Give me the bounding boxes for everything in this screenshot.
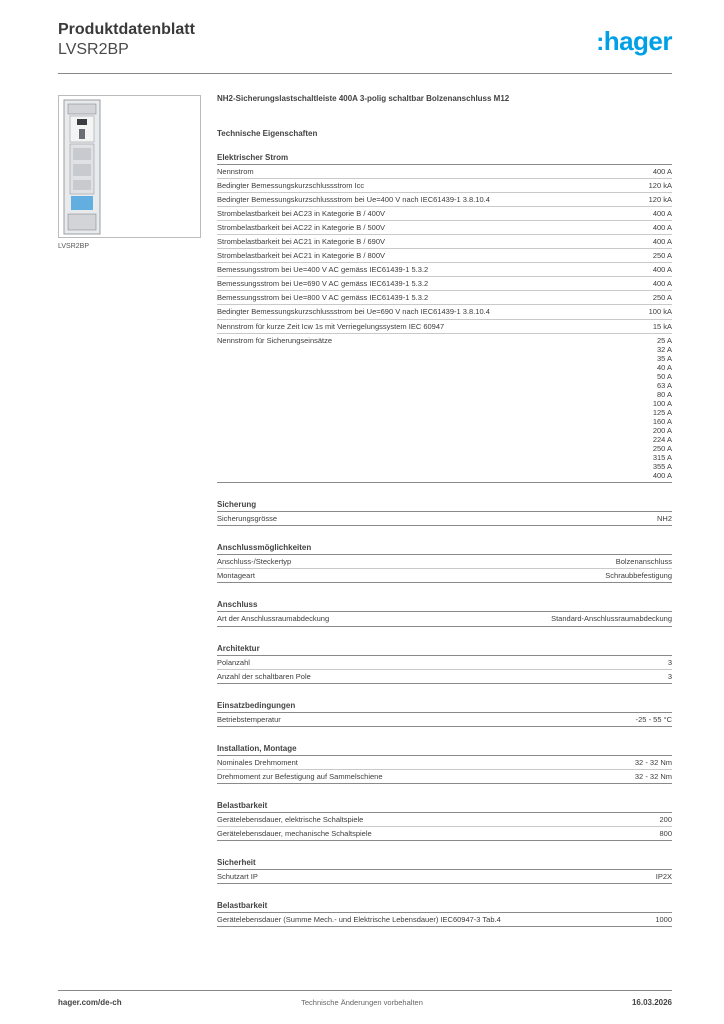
property-value (653, 279, 672, 288)
property-row (217, 320, 672, 334)
section-title: Architektur (217, 642, 672, 656)
property-value-line: 250 A (652, 293, 672, 303)
property-value (668, 672, 672, 681)
section-spacer (217, 727, 672, 742)
property-label: Gerätelebensdauer, mechanische Schaltspiele (217, 828, 372, 838)
property-row (217, 612, 672, 626)
property-section (217, 541, 672, 583)
property-value-line: 355 A (652, 462, 672, 472)
property-value (636, 715, 672, 724)
property-label: Betriebstemperatur (217, 714, 281, 724)
property-section (217, 742, 672, 784)
section-title: Belastbarkeit (217, 799, 672, 813)
section-title: Installation, Montage (217, 742, 672, 756)
property-row (217, 656, 672, 670)
footer-divider (58, 990, 672, 991)
property-row (217, 670, 672, 684)
property-row (217, 334, 672, 484)
product-code: LVSR2BP (58, 41, 129, 58)
datasheet-content (217, 94, 672, 927)
property-value-line: 120 kA (648, 181, 672, 191)
property-value-line: 400 A (652, 279, 672, 289)
property-section (217, 899, 672, 927)
section-spacer (217, 526, 672, 541)
property-value (656, 872, 672, 881)
property-value-line: 120 kA (648, 195, 672, 205)
property-value (655, 915, 672, 924)
property-value-line: 250 A (652, 251, 672, 261)
property-value-line: Standard-Anschlussraumabdeckung (551, 614, 672, 624)
property-value-line: 400 A (652, 471, 672, 481)
property-value-line: 15 kA (652, 321, 672, 331)
property-row (217, 827, 672, 841)
property-value (635, 772, 672, 781)
section-spacer (217, 684, 672, 699)
property-value (653, 237, 672, 246)
property-value-line: 63 A (656, 380, 672, 390)
property-row (217, 207, 672, 221)
property-value (635, 758, 672, 767)
property-value (653, 322, 672, 331)
property-value-line: 80 A (656, 389, 672, 399)
property-row (217, 870, 672, 884)
property-value-line: 400 A (652, 209, 672, 219)
property-row (217, 756, 672, 770)
property-value (653, 336, 672, 481)
property-row (217, 813, 672, 827)
property-row (217, 165, 672, 179)
section-spacer (217, 583, 672, 598)
property-value-line: 250 A (652, 444, 672, 454)
property-value-line: 160 A (652, 416, 672, 426)
technical-properties-title: Technische Eigenschaften (217, 129, 318, 138)
property-label: Anschluss-/Steckertyp (217, 557, 292, 567)
property-section (217, 699, 672, 727)
property-value-line: Bolzenanschluss (615, 557, 672, 567)
header-divider (58, 73, 672, 74)
property-value (551, 614, 672, 623)
product-image (58, 95, 201, 238)
property-value-line: 125 A (652, 407, 672, 417)
property-label: Bemessungsstrom bei Ue=690 V AC gemäss IEC61439-1 5.3.2 (217, 279, 429, 289)
property-value-line: -25 - 55 °C (635, 714, 672, 724)
section-title: Anschlussmöglichkeiten (217, 541, 672, 555)
property-sections (217, 151, 672, 927)
property-value-line: 32 A (656, 344, 672, 354)
property-label: Art der Anschlussraumabdeckung (217, 614, 330, 624)
property-label: Montageart (217, 571, 255, 581)
property-value-line: 35 A (656, 353, 672, 363)
property-section (217, 856, 672, 884)
property-value (653, 293, 672, 302)
property-value-line: 400 A (652, 223, 672, 233)
section-title: Elektrischer Strom (217, 151, 672, 165)
property-row (217, 263, 672, 277)
property-value-line: Schraubbefestigung (605, 571, 672, 581)
property-value (653, 223, 672, 232)
property-value (659, 829, 672, 838)
section-spacer (217, 841, 672, 856)
property-value-line: 400 A (652, 167, 672, 176)
property-label: Nennstrom (217, 167, 254, 176)
property-label: Strombelastbarkeit bei AC21 in Kategorie B / 690V (217, 237, 386, 247)
property-value-line: 1000 (655, 914, 672, 924)
property-value (605, 571, 672, 580)
property-value (659, 815, 672, 824)
property-row (217, 555, 672, 569)
property-label: Bedingter Bemessungskurzschlussstrom bei Ue=690 V nach IEC61439-1 3.8.10.4 (217, 307, 490, 317)
property-value-line: 100 A (652, 398, 672, 408)
property-section (217, 799, 672, 841)
property-row (217, 770, 672, 784)
property-section (217, 598, 672, 626)
property-row (217, 221, 672, 235)
property-value (649, 307, 672, 316)
section-title: Sicherheit (217, 856, 672, 870)
property-label: Sicherungsgrösse (217, 514, 278, 524)
property-value-line: 800 (659, 828, 672, 838)
document-title: Produktdatenblatt (58, 21, 195, 38)
property-row (217, 291, 672, 305)
section-title: Anschluss (217, 598, 672, 612)
property-label: Bedingter Bemessungskurzschlussstrom Icc (217, 181, 365, 191)
property-value-line: 3 (667, 671, 672, 681)
property-row (217, 913, 672, 927)
property-value-line: 32 - 32 Nm (634, 771, 672, 781)
footer-website: hager.com/de-ch (58, 998, 122, 1007)
property-label: Strombelastbarkeit bei AC21 in Kategorie B / 800V (217, 251, 386, 261)
property-value-line: 315 A (652, 453, 672, 463)
property-row (217, 193, 672, 207)
property-value (653, 265, 672, 274)
property-value-line: 100 kA (648, 307, 672, 317)
section-spacer (217, 483, 672, 498)
property-row (217, 569, 672, 583)
property-row (217, 277, 672, 291)
image-caption: LVSR2BP (58, 243, 89, 250)
property-value (616, 557, 672, 566)
property-value-line: 32 - 32 Nm (634, 757, 672, 767)
section-spacer (217, 884, 672, 899)
property-label: Bedingter Bemessungskurzschlussstrom bei Ue=400 V nach IEC61439-1 3.8.10.4 (217, 195, 490, 205)
property-value-line: 224 A (652, 435, 672, 445)
property-value-line: 50 A (656, 371, 672, 381)
property-label: Nennstrom für Sicherungseinsätze (217, 335, 333, 345)
property-label: Drehmoment zur Befestigung auf Sammelschiene (217, 771, 383, 781)
logo-text: hager (603, 26, 672, 56)
page-header (58, 20, 195, 60)
property-label: Schutzart IP (217, 871, 258, 881)
section-title: Einsatzbedingungen (217, 699, 672, 713)
property-label: Gerätelebensdauer (Summe Mech.- und Elektrische Lebensdauer) IEC60947-3 Tab.4 (217, 914, 501, 924)
property-label: Bemessungsstrom bei Ue=400 V AC gemäss IEC61439-1 5.3.2 (217, 265, 429, 275)
property-value (649, 195, 672, 204)
property-row (217, 235, 672, 249)
property-value (668, 658, 672, 667)
property-value (653, 167, 672, 176)
property-value-line: 200 A (652, 426, 672, 436)
property-label: Bemessungsstrom bei Ue=800 V AC gemäss IEC61439-1 5.3.2 (217, 293, 429, 303)
property-row (217, 713, 672, 727)
property-value (653, 209, 672, 218)
property-label: Anzahl der schaltbaren Pole (217, 671, 311, 681)
property-value-line: 3 (667, 657, 672, 667)
property-value-line: 400 A (652, 265, 672, 275)
property-value-line: 40 A (656, 362, 672, 372)
property-value-line: 400 A (652, 237, 672, 247)
property-label: Nominales Drehmoment (217, 757, 298, 767)
section-spacer (217, 784, 672, 799)
property-label: Strombelastbarkeit bei AC22 in Kategorie B / 500V (217, 223, 386, 233)
property-label: Strombelastbarkeit bei AC23 in Kategorie B / 400V (217, 209, 386, 219)
property-value-line: NH2 (656, 514, 672, 524)
property-row (217, 305, 672, 319)
property-section (217, 498, 672, 526)
property-value (649, 181, 672, 190)
property-value-line: 25 A (656, 335, 672, 345)
property-value-line: 200 (659, 814, 672, 824)
property-value-line: IP2X (655, 871, 672, 881)
property-value (653, 251, 672, 260)
footer-date: 16.03.2026 (631, 998, 672, 1007)
property-row (217, 512, 672, 526)
footer-disclaimer: Technische Änderungen vorbehalten (301, 998, 423, 1007)
property-section (217, 151, 672, 483)
section-title: Belastbarkeit (217, 899, 672, 913)
property-row (217, 179, 672, 193)
property-section (217, 642, 672, 684)
section-title: Sicherung (217, 498, 672, 512)
property-value (657, 514, 672, 523)
property-label: Polanzahl (217, 657, 250, 667)
hager-logo: :hager (596, 26, 672, 56)
property-row (217, 249, 672, 263)
property-label: Gerätelebensdauer, elektrische Schaltspiele (217, 814, 364, 824)
product-description: NH2-Sicherungslastschaltleiste 400A 3-polig schaltbar Bolzenanschluss M12 (217, 94, 510, 103)
property-label: Nennstrom für kurze Zeit Icw 1s mit Verriegelungssystem IEC 60947 (217, 321, 445, 331)
section-spacer (217, 627, 672, 642)
